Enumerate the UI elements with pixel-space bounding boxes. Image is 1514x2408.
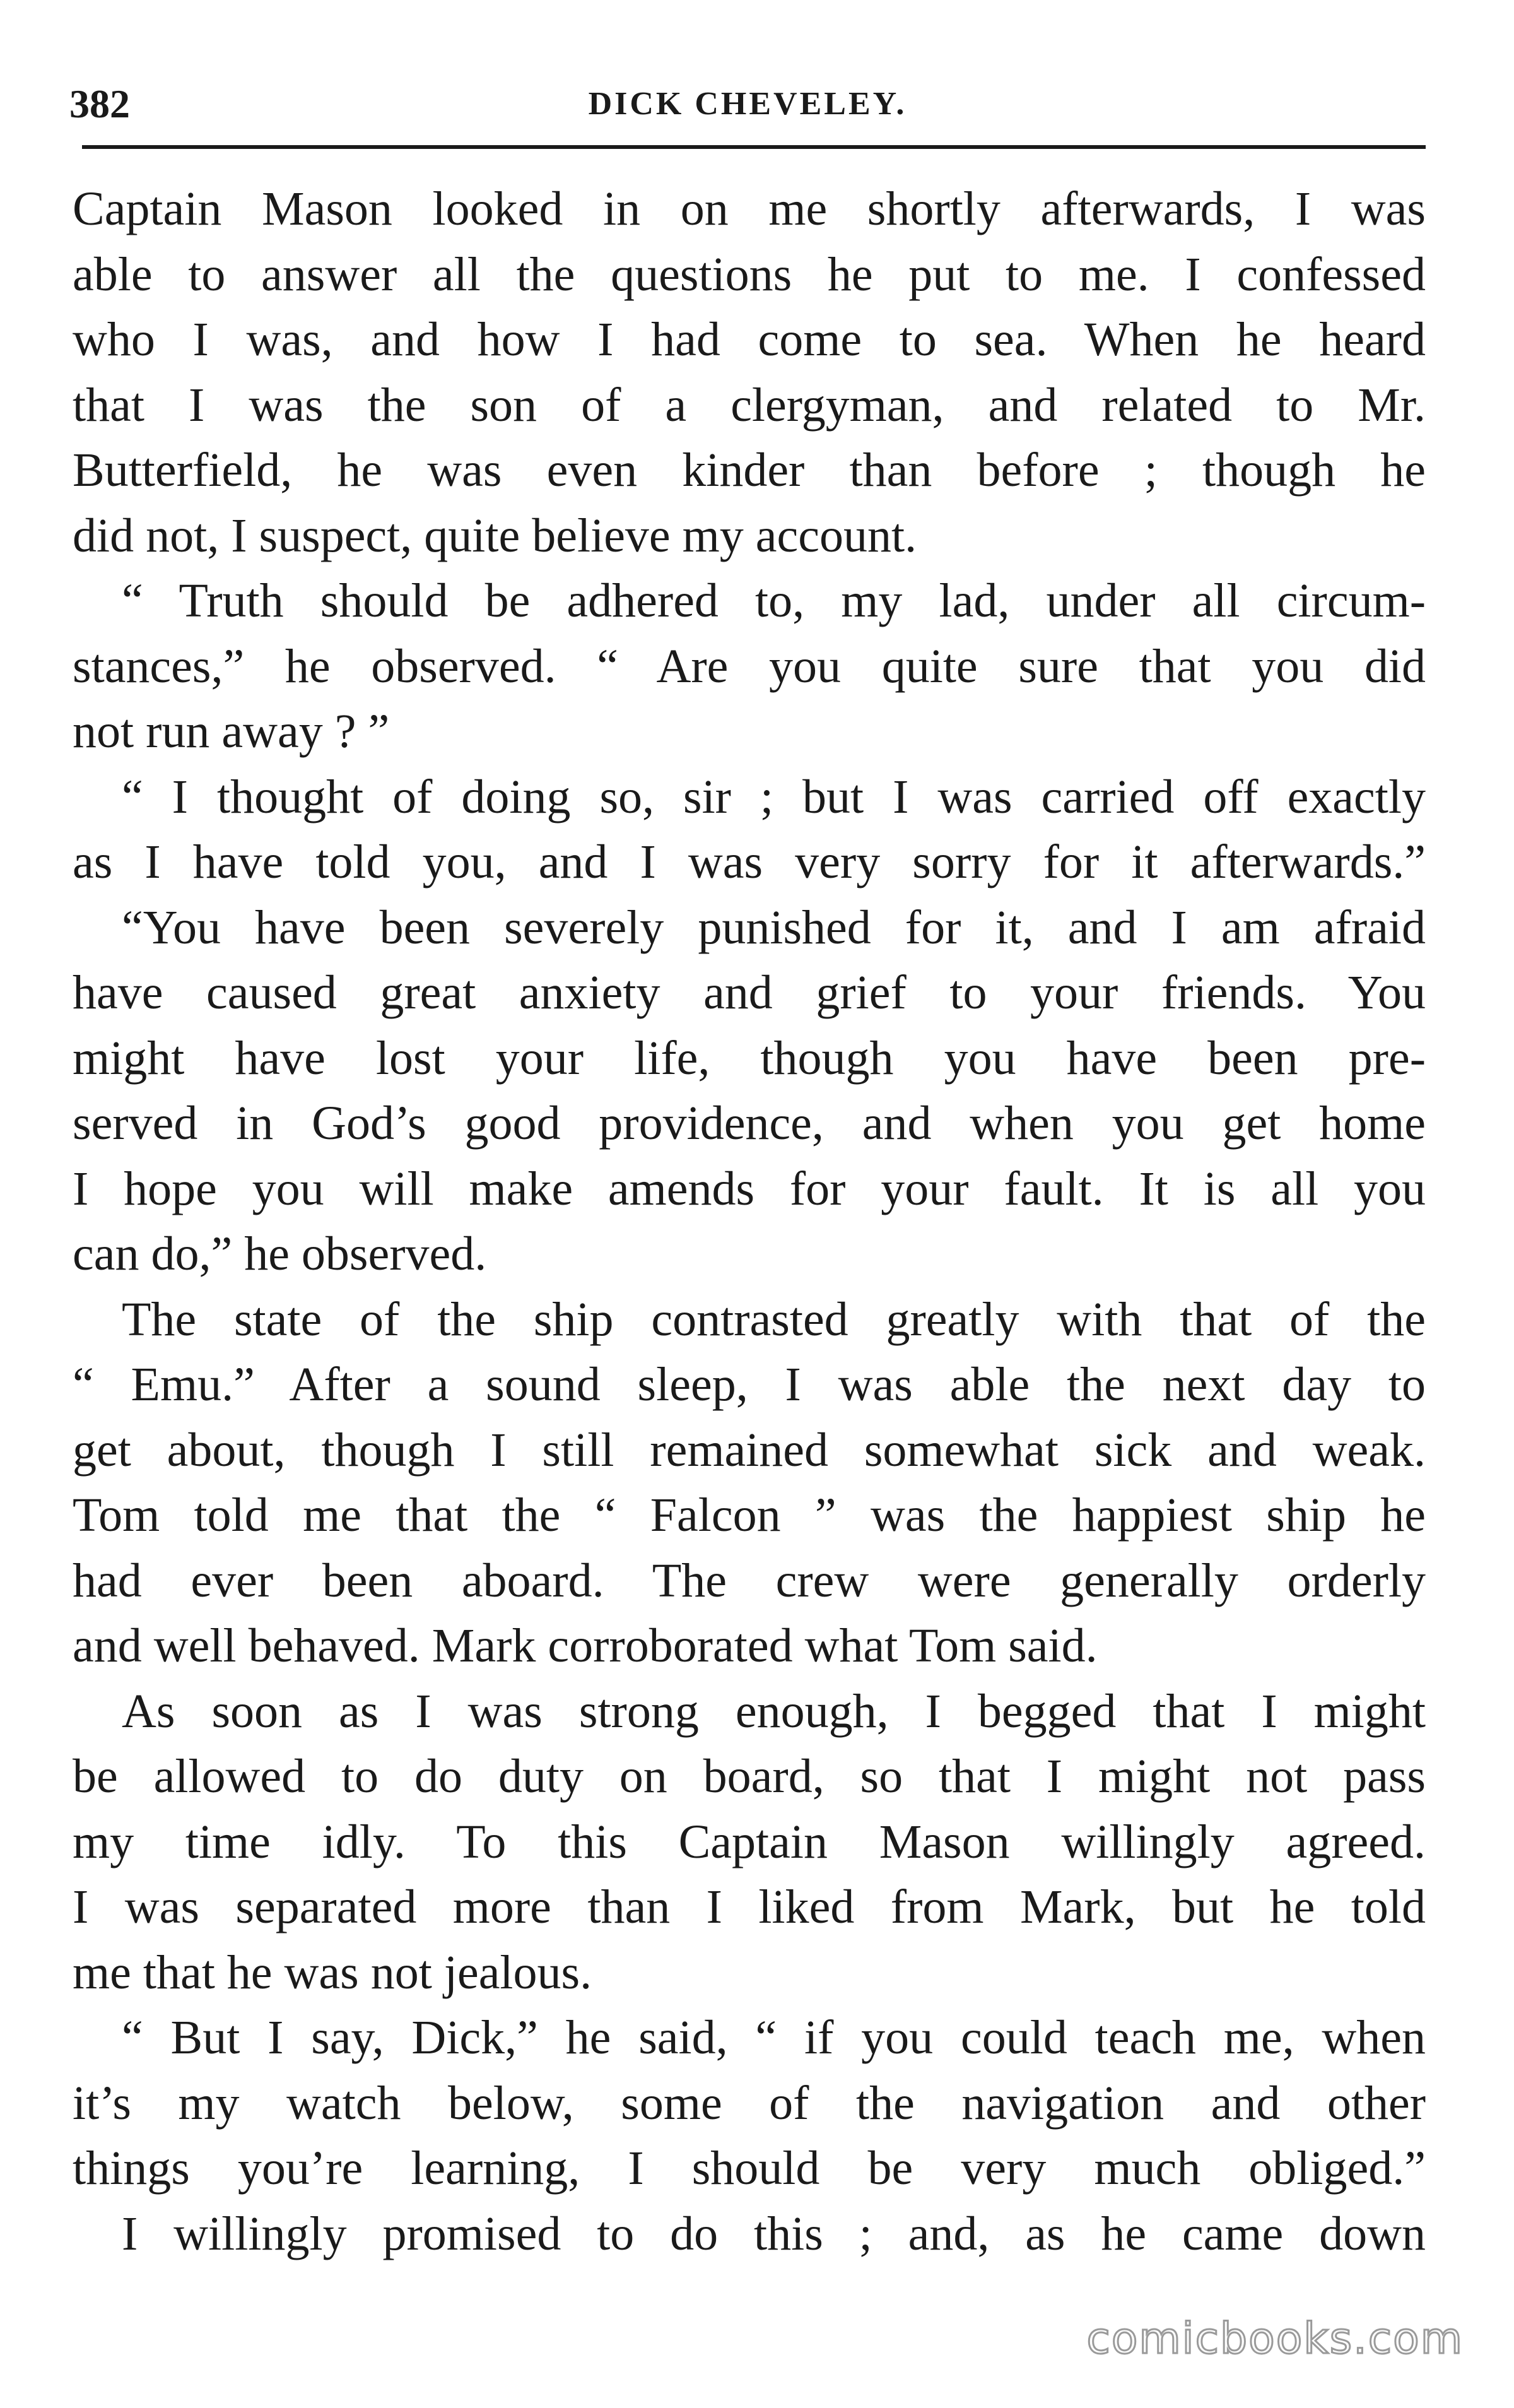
text-line: get about, though I still remained somewhat sick and weak. xyxy=(73,1423,1426,1477)
text-line: and well behaved. Mark corroborated what Tom said. xyxy=(73,1619,1098,1672)
text-line: things you’re learning, I should be very much obliged.” xyxy=(73,2142,1426,2195)
text-line: as I have told you, and I was very sorry for it afterwards.” xyxy=(73,835,1426,888)
text-line: be allowed to do duty on board, so that I might not pass xyxy=(73,1750,1426,1803)
text-line: that I was the son of a clergyman, and related to Mr. xyxy=(73,378,1426,432)
text-line: I was separated more than I liked from Mark, but he told xyxy=(73,1880,1426,1933)
text-line: might have lost your life, though you have been pre- xyxy=(73,1031,1426,1085)
text-line: able to answer all the questions he put to me. I confessed xyxy=(73,247,1426,301)
text-line: As soon as I was strong enough, I begged that I might xyxy=(122,1684,1426,1738)
text-line: my time idly. To this Captain Mason willingly agreed. xyxy=(73,1815,1426,1868)
text-line: I hope you will make amends for your fault. It is all you xyxy=(73,1162,1426,1215)
text-line: it’s my watch below, some of the navigation and other xyxy=(73,2076,1426,2130)
text-line: The state of the ship contrasted greatly with that of the xyxy=(122,1292,1426,1346)
text-line: who I was, and how I had come to sea. When he heard xyxy=(73,313,1426,366)
text-line: Tom told me that the “ Falcon ” was the happiest ship he xyxy=(73,1489,1426,1542)
text-line: “ I thought of doing so, sir ; but I was carried off exactly xyxy=(122,770,1426,823)
text-line: have caused great anxiety and grief to your friends. You xyxy=(73,966,1426,1019)
text-line: served in God’s good providence, and when you get home xyxy=(73,1097,1426,1150)
text-line: can do,” he observed. xyxy=(73,1227,487,1280)
header-rule xyxy=(82,145,1426,149)
running-header xyxy=(69,69,1426,139)
text-line: “ Emu.” After a sound sleep, I was able the next day to xyxy=(73,1358,1426,1411)
text-line: I willingly promised to do this ; and, as he came down xyxy=(122,2207,1426,2260)
text-line: “You have been severely punished for it, and I am afraid xyxy=(122,900,1426,954)
text-line: not run away ? ” xyxy=(73,705,390,758)
running-title: DICK CHEVELEY. xyxy=(588,86,907,122)
text-line: had ever been aboard. The crew were generally orderly xyxy=(73,1554,1426,1607)
text-line: Captain Mason looked in on me shortly afterwards, I was xyxy=(73,182,1426,235)
text-line: me that he was not jealous. xyxy=(73,1945,592,1999)
text-body xyxy=(73,177,1426,2267)
text-line: did not, I suspect, quite believe my account. xyxy=(73,509,917,562)
page-number: 382 xyxy=(69,81,130,126)
watermark: comicbooks.com xyxy=(1086,2314,1464,2364)
text-line: “ But I say, Dick,” he said, “ if you could teach me, when xyxy=(122,2011,1426,2064)
text-line: stances,” he observed. “ Are you quite sure that you did xyxy=(73,639,1426,693)
text-line: Butterfield, he was even kinder than before ; though he xyxy=(73,444,1426,497)
text-line: “ Truth should be adhered to, my lad, under all circum- xyxy=(122,574,1426,627)
